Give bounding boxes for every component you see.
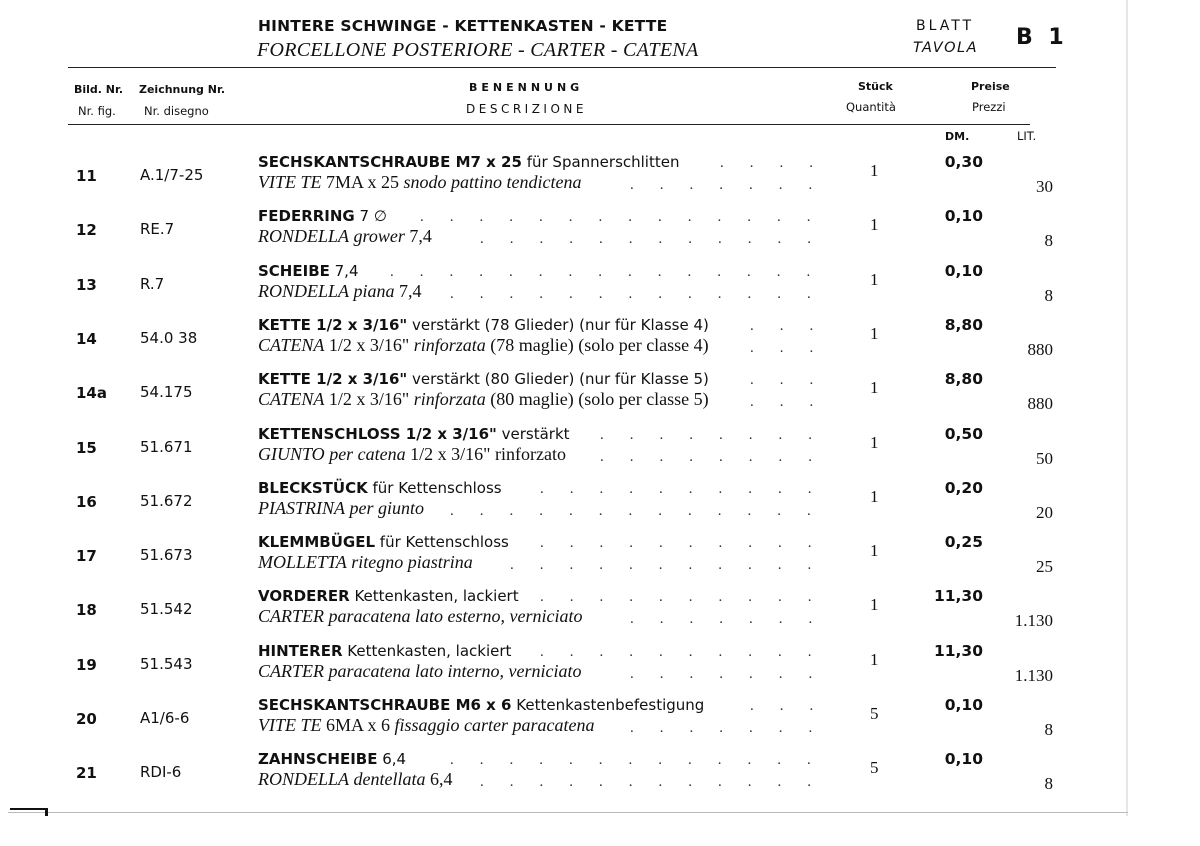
leader-dots-it: .......	[630, 665, 839, 682]
quantity: 1	[870, 649, 879, 669]
description-it: VITE TE 7MA x 25 snodo pattino tendictena	[258, 172, 582, 192]
drawing-number: RDI-6	[140, 763, 182, 782]
description-de: SECHSKANTSCHRAUBE M6 x 6 Kettenkastenbefestigung	[258, 696, 705, 714]
quantity: 1	[870, 323, 879, 343]
leader-dots-it: ........	[600, 448, 838, 465]
table-row	[0, 153, 1200, 207]
price-lit: 8	[1044, 774, 1053, 794]
fig-number: 18	[76, 601, 97, 620]
currency-dm-label: DM.	[945, 130, 970, 143]
page-edge-shadow	[1126, 0, 1128, 816]
quantity: 1	[870, 269, 879, 289]
leader-dots-de: ..............	[420, 209, 837, 226]
fig-number: 15	[76, 438, 97, 457]
description-it: CARTER paracatena lato interno, verniciato	[258, 660, 582, 681]
leader-dots-de: ..........	[540, 589, 838, 606]
page-title-de: HINTERE SCHWINGE - KETTENKASTEN - KETTE	[258, 17, 668, 35]
drawing-number: 54.175	[140, 383, 193, 402]
quantity: 1	[870, 378, 879, 398]
price-lit: 20	[1036, 502, 1053, 522]
description-de: KETTENSCHLOSS 1/2 x 3/16" verstärkt	[258, 424, 570, 443]
price-dm: 0,10	[944, 696, 983, 714]
quantity: 1	[870, 215, 879, 235]
col-header-description-it: DESCRIZIONE	[466, 102, 587, 116]
fig-number: 16	[76, 492, 97, 511]
col-header-qty-it: Quantità	[846, 100, 896, 114]
description-it: RONDELLA grower 7,4	[258, 226, 432, 247]
table-row	[0, 696, 1200, 750]
table-row	[0, 533, 1200, 587]
drawing-number: 51.673	[140, 546, 193, 565]
drawing-number: 51.671	[140, 437, 193, 456]
fig-number: 13	[76, 275, 97, 294]
description-it: CATENA 1/2 x 3/16" rinforzata (78 maglie) (solo per classe 4)	[258, 334, 709, 355]
price-dm: 0,10	[944, 750, 983, 769]
leader-dots-de: ..........	[540, 535, 838, 552]
drawing-number: A1/6-6	[140, 709, 190, 727]
col-header-drawing-de: Zeichnung Nr.	[139, 83, 225, 96]
leader-dots-it: ...	[750, 339, 840, 356]
price-lit: 1.130	[1014, 611, 1053, 631]
description-it: CARTER paracatena lato esterno, verniciato	[258, 606, 583, 627]
leader-dots-de: ........	[600, 426, 838, 443]
leader-dots-de: ...	[750, 317, 840, 334]
price-dm: 0,30	[944, 153, 983, 171]
price-dm: 0,10	[944, 207, 983, 226]
description-de: SECHSKANTSCHRAUBE M7 x 25 für Spannerschlitten	[258, 153, 680, 171]
crop-mark	[10, 808, 46, 810]
description-de: FEDERRING 7 ∅	[258, 207, 387, 226]
fig-number: 12	[76, 221, 97, 240]
drawing-number: 51.672	[140, 491, 193, 510]
leader-dots-de: ..........	[540, 643, 838, 660]
col-header-qty-de: Stück	[858, 80, 893, 93]
quantity: 1	[870, 432, 879, 452]
description-it: VITE TE 6MA x 6 fissaggio carter paracatena	[258, 715, 595, 735]
leader-dots-de: ...	[750, 372, 840, 389]
quantity: 1	[870, 161, 879, 180]
description-de: VORDERER Kettenkasten, lackiert	[258, 587, 519, 606]
price-dm: 0,25	[944, 533, 983, 552]
col-header-fig-it: Nr. fig.	[78, 104, 116, 118]
price-dm: 11,30	[933, 587, 983, 606]
table-row	[0, 370, 1200, 424]
table-row	[0, 750, 1200, 804]
fig-number: 21	[76, 764, 97, 783]
drawing-number: A.1/7-25	[140, 166, 204, 184]
sheet-id: B 1	[1016, 25, 1068, 50]
price-lit: 25	[1036, 557, 1053, 577]
drawing-number: R.7	[140, 274, 165, 293]
price-lit: 30	[1036, 177, 1053, 196]
col-header-fig-de: Bild. Nr.	[74, 83, 124, 96]
sheet-label-it: TAVOLA	[913, 40, 979, 56]
leader-dots-it: ............	[480, 774, 837, 791]
description-de: KETTE 1/2 x 3/16" verstärkt (80 Glieder) (nur für Klasse 5)	[258, 370, 709, 389]
price-dm: 0,10	[944, 261, 983, 280]
table-row	[0, 587, 1200, 641]
drawing-number: 51.542	[140, 600, 193, 619]
drawing-number: 51.543	[140, 654, 193, 673]
header-rule-bottom	[68, 124, 1030, 125]
fig-number: 14a	[76, 384, 107, 403]
description-it: PIASTRINA per giunto	[258, 497, 424, 518]
description-de: KETTE 1/2 x 3/16" verstärkt (78 Glieder) (nur für Klasse 4)	[258, 315, 709, 334]
fig-number: 20	[76, 710, 97, 728]
leader-dots-it: .......	[630, 720, 839, 736]
table-row	[0, 425, 1200, 479]
price-dm: 8,80	[944, 370, 983, 389]
price-dm: 0,50	[944, 424, 983, 443]
description-it: RONDELLA dentellata 6,4	[258, 769, 453, 790]
drawing-number: RE.7	[140, 220, 175, 239]
description-de: BLECKSTÜCK für Kettenschloss	[258, 478, 502, 497]
col-header-price-de: Preise	[971, 80, 1010, 93]
currency-lit-label: LIT.	[1017, 129, 1037, 143]
price-dm: 11,30	[933, 641, 983, 660]
description-it: GIUNTO per catena 1/2 x 3/16" rinforzato	[258, 443, 566, 464]
price-dm: 0,20	[944, 478, 983, 497]
fig-number: 19	[76, 655, 97, 674]
quantity: 1	[870, 541, 879, 561]
description-de: ZAHNSCHEIBE 6,4	[258, 750, 407, 769]
leader-dots-it: ...	[750, 394, 840, 411]
table-row	[0, 642, 1200, 696]
quantity: 5	[870, 704, 879, 723]
price-lit: 880	[1027, 394, 1053, 414]
price-dm: 8,80	[944, 315, 983, 334]
table-row	[0, 262, 1200, 316]
header-rule-top	[68, 67, 1056, 68]
leader-dots-it: ...........	[510, 557, 838, 574]
leader-dots-it: .............	[450, 502, 837, 519]
sheet-label-de: BLATT	[916, 18, 975, 34]
description-it: RONDELLA piana 7,4	[258, 280, 422, 301]
page-title-it: FORCELLONE POSTERIORE - CARTER - CATENA	[257, 39, 699, 61]
col-header-description-de: BENENNUNG	[469, 81, 584, 94]
fig-number: 11	[76, 167, 97, 185]
leader-dots-it: .......	[630, 177, 839, 193]
price-lit: 50	[1036, 448, 1053, 468]
leader-dots-de: ....	[720, 155, 839, 171]
col-header-price-it: Prezzi	[972, 100, 1006, 114]
leader-dots-de: ...............	[390, 263, 837, 280]
description-de: KLEMMBÜGEL für Kettenschloss	[258, 533, 509, 552]
description-de: HINTERER Kettenkasten, lackiert	[258, 641, 512, 660]
page-bottom-rule	[8, 812, 1128, 813]
leader-dots-it: ............	[480, 231, 837, 248]
quantity: 1	[870, 486, 879, 506]
leader-dots-de: ...	[750, 698, 840, 714]
leader-dots-it: .......	[630, 611, 839, 628]
table-row	[0, 479, 1200, 533]
description-de: SCHEIBE 7,4	[258, 261, 359, 280]
leader-dots-it: .............	[450, 285, 837, 302]
price-lit: 8	[1044, 231, 1053, 251]
fig-number: 14	[76, 329, 97, 348]
price-lit: 8	[1044, 720, 1053, 739]
description-it: MOLLETTA ritegno piastrina	[258, 552, 473, 573]
fig-number: 17	[76, 547, 97, 566]
table-row	[0, 316, 1200, 370]
drawing-number: 54.0 38	[140, 328, 198, 347]
quantity: 1	[870, 595, 879, 615]
leader-dots-de: .............	[450, 752, 837, 769]
description-it: CATENA 1/2 x 3/16" rinforzata (80 maglie) (solo per classe 5)	[258, 389, 709, 410]
price-lit: 1.130	[1014, 665, 1053, 685]
price-lit: 8	[1044, 285, 1053, 305]
leader-dots-de: ..........	[540, 480, 838, 497]
col-header-drawing-it: Nr. disegno	[144, 104, 209, 118]
table-row	[0, 207, 1200, 261]
quantity: 5	[870, 758, 879, 778]
price-lit: 880	[1027, 339, 1053, 359]
